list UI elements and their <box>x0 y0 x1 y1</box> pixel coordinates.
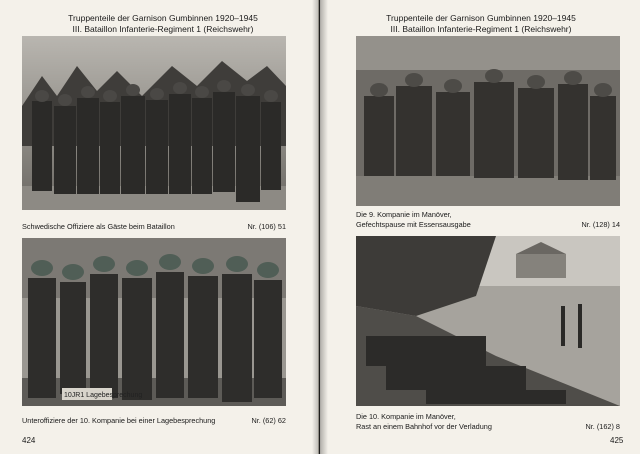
caption-line1: Die 10. Kompanie im Manöver, <box>356 412 456 421</box>
photo-number: Nr. (106) 51 <box>247 222 286 231</box>
photo-nco-briefing <box>22 238 286 406</box>
photo-10th-company <box>356 236 620 406</box>
running-head-line1: Truppenteile der Garnison Gumbinnen 1920–1945 <box>68 13 258 23</box>
photo-number: Nr. (128) 14 <box>581 219 620 229</box>
running-head-line2: III. Bataillon Infanterie-Regiment 1 (Reichswehr) <box>390 24 572 34</box>
caption-text: Schwedische Offiziere als Gäste beim Bataillon <box>22 222 175 231</box>
photo-swedish-officers <box>22 36 286 210</box>
caption-line2: Gefechtspause mit Essensausgabe <box>356 219 471 229</box>
photo-number: Nr. (62) 62 <box>251 416 286 425</box>
photo-number: Nr. (162) 8 <box>585 421 620 431</box>
photo-inscription: 10JR1 Lagebesprechung <box>64 392 143 399</box>
page-number-right: 425 <box>610 436 624 445</box>
running-head-left <box>48 13 278 35</box>
photo-9th-company-image <box>356 36 620 206</box>
running-head-line1: Truppenteile der Garnison Gumbinnen 1920–1945 <box>386 13 576 23</box>
caption-nco-briefing <box>22 416 286 426</box>
caption-text: Unteroffiziere der 10. Kompanie bei einer Lagebesprechung <box>22 416 216 425</box>
caption-swedish-officers <box>22 222 286 232</box>
running-head-right <box>366 13 596 35</box>
running-head-line2: III. Bataillon Infanterie-Regiment 1 (Reichswehr) <box>72 24 254 34</box>
right-page <box>320 0 640 454</box>
photo-nco-briefing-image <box>22 238 286 406</box>
photo-10th-company-image <box>356 236 620 406</box>
photo-9th-company <box>356 36 620 206</box>
caption-line2: Rast an einem Bahnhof vor der Verladung <box>356 421 492 431</box>
page-number-left: 424 <box>22 436 36 445</box>
caption-line1: Die 9. Kompanie im Manöver, <box>356 210 452 219</box>
caption-9th-company <box>356 210 620 229</box>
caption-10th-company <box>356 412 620 431</box>
left-page <box>0 0 319 454</box>
photo-swedish-officers-image <box>22 36 286 210</box>
